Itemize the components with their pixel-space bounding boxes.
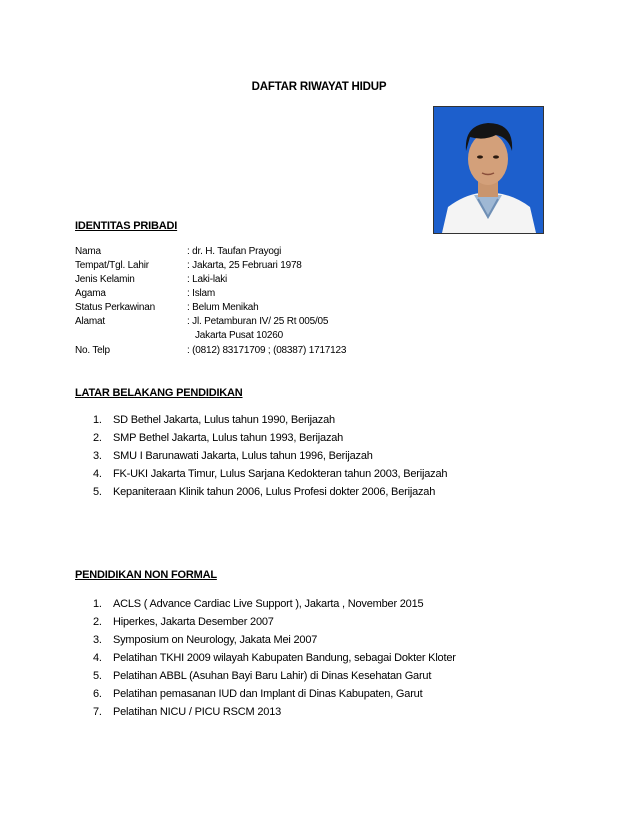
profile-photo	[433, 106, 544, 234]
identity-value: Jakarta Pusat 10260	[195, 330, 283, 341]
identity-label: Nama	[75, 246, 101, 257]
identity-label: Alamat	[75, 316, 105, 327]
list-number: 4.	[93, 652, 102, 664]
identity-value: : dr. H. Taufan Prayogi	[187, 246, 282, 257]
list-text: Pelatihan ABBL (Asuhan Bayi Baru Lahir) di Dinas Kesehatan Garut	[113, 670, 432, 682]
list-text: Symposium on Neurology, Jakata Mei 2007	[113, 634, 318, 646]
identity-value: : Belum Menikah	[187, 302, 259, 313]
list-text: Pelatihan pemasanan IUD dan Implant di Dinas Kabupaten, Garut	[113, 688, 423, 700]
identity-value: : Jakarta, 25 Februari 1978	[187, 260, 302, 271]
list-number: 2.	[93, 432, 102, 444]
identity-label: No. Telp	[75, 345, 110, 356]
list-text: Pelatihan NICU / PICU RSCM 2013	[113, 706, 282, 718]
list-text: SMP Bethel Jakarta, Lulus tahun 1993, Berijazah	[113, 432, 344, 444]
identity-value: : Islam	[187, 288, 216, 299]
section-heading-pendidikan: LATAR BELAKANG PENDIDIKAN	[75, 387, 243, 399]
section-heading-identitas: IDENTITAS PRIBADI	[75, 220, 178, 232]
list-number: 5.	[93, 670, 102, 682]
identity-value: : (0812) 83171709 ; (08387) 1717123	[187, 345, 347, 356]
identity-value: : Jl. Petamburan IV/ 25 Rt 005/05	[187, 316, 329, 327]
list-text: Pelatihan TKHI 2009 wilayah Kabupaten Bandung, sebagai Dokter Kloter	[113, 652, 456, 664]
list-number: 4.	[93, 468, 102, 480]
list-number: 2.	[93, 616, 102, 628]
list-number: 6.	[93, 688, 102, 700]
list-number: 1.	[93, 598, 102, 610]
list-number: 3.	[93, 450, 102, 462]
list-text: SD Bethel Jakarta, Lulus tahun 1990, Berijazah	[113, 414, 335, 426]
list-text: SMU I Barunawati Jakarta, Lulus tahun 1996, Berijazah	[113, 450, 373, 462]
list-text: Kepaniteraan Klinik tahun 2006, Lulus Profesi dokter 2006, Berijazah	[113, 486, 436, 498]
identity-label: Jenis Kelamin	[75, 274, 135, 285]
list-text: Hiperkes, Jakarta Desember 2007	[113, 616, 274, 628]
identity-label: Tempat/Tgl. Lahir	[75, 260, 149, 271]
identity-label: Agama	[75, 288, 106, 299]
section-heading-non-formal: PENDIDIKAN NON FORMAL	[75, 569, 217, 581]
identity-label: Status Perkawinan	[75, 302, 155, 313]
list-text: FK-UKI Jakarta Timur, Lulus Sarjana Kedokteran tahun 2003, Berijazah	[113, 468, 448, 480]
identity-value: : Laki-laki	[187, 274, 228, 285]
list-number: 7.	[93, 706, 102, 718]
list-number: 1.	[93, 414, 102, 426]
list-text: ACLS ( Advance Cardiac Live Support ), Jakarta , November 2015	[113, 598, 424, 610]
list-number: 3.	[93, 634, 102, 646]
list-number: 5.	[93, 486, 102, 498]
portrait-image	[434, 107, 543, 233]
document-title: DAFTAR RIWAYAT HIDUP	[251, 81, 387, 93]
